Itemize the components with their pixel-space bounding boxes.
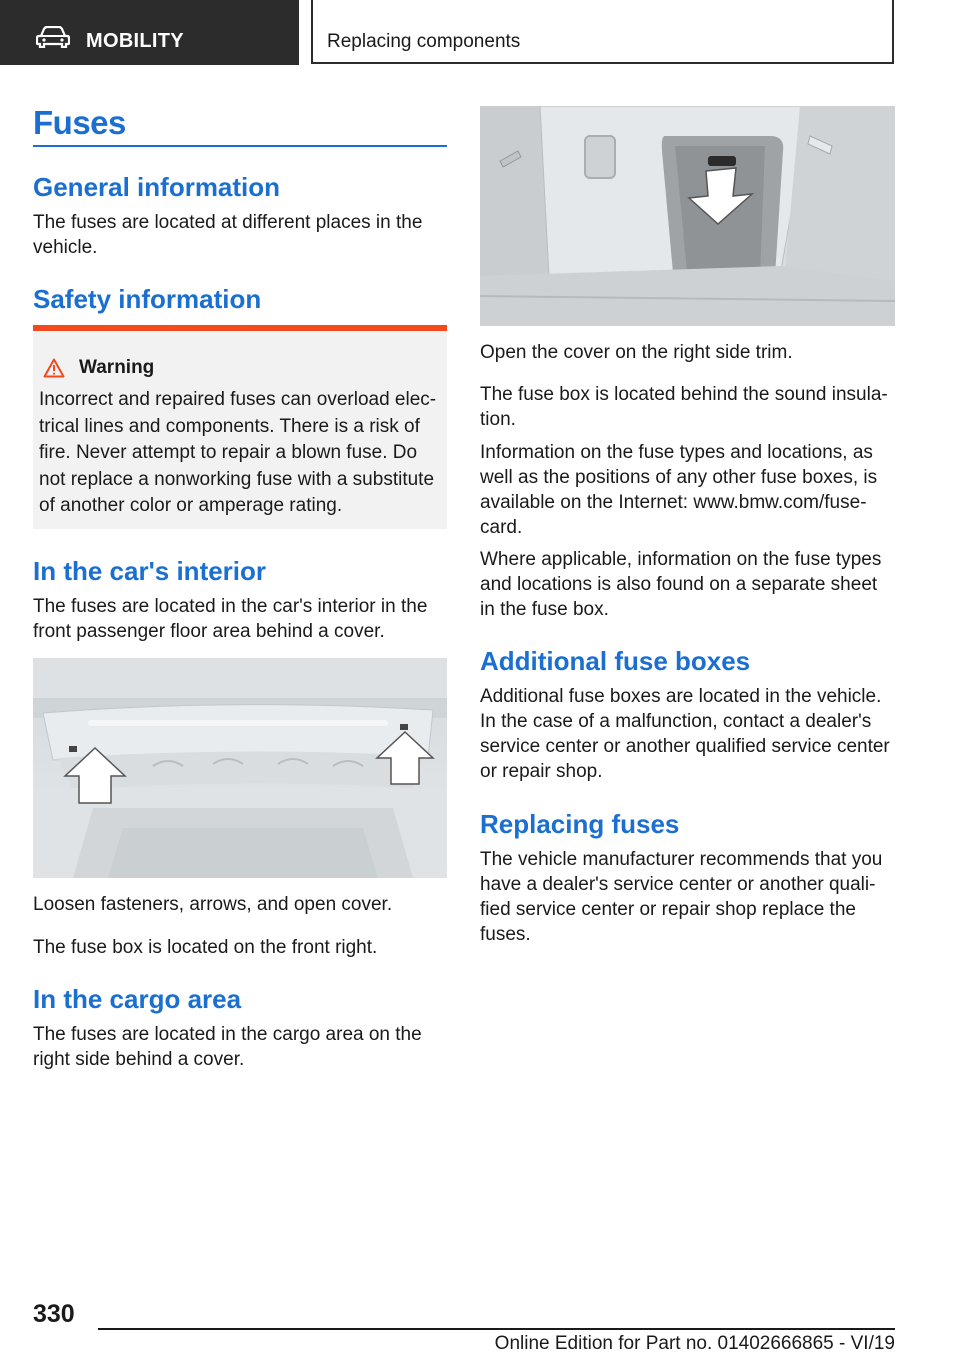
heading-safety-information: Safety information — [33, 284, 262, 314]
page-title: Fuses — [33, 104, 126, 141]
interior-caption-2: The fuse box is located on the front right. — [33, 937, 378, 958]
warning-triangle-icon — [43, 358, 65, 378]
interior-caption-1: Loosen fasteners, arrows, and open cover. — [33, 894, 393, 915]
chapter-tab — [311, 0, 894, 64]
cargo-caption-3: Information on the fuse types and locations, as well as the positions of any other fuse boxes, is available on the Internet: www.bmw.com/fuse-card. — [480, 442, 878, 538]
heading-interior: In the car's interior — [33, 556, 267, 586]
replacing-text: The vehicle manufacturer recommends that you have a dealer's service center or another quali-fied service center or repair shop replace the fuses. — [480, 849, 883, 945]
footer-rule — [98, 1328, 895, 1330]
title-rule — [33, 145, 447, 147]
section-label: MOBILITY — [86, 30, 184, 52]
cargo-caption-1: Open the cover on the right side trim. — [480, 342, 793, 363]
warning-label: Warning — [79, 357, 155, 378]
page-number: 330 — [33, 1300, 75, 1328]
footer-edition: Online Edition for Part no. 01402666865 - VI/19 — [494, 1333, 895, 1354]
heading-additional-fuse-boxes: Additional fuse boxes — [480, 646, 751, 676]
general-text: The fuses are located at different places in the vehicle. — [33, 212, 423, 258]
chapter-label: Replacing components — [327, 31, 521, 52]
heading-cargo-area: In the cargo area — [33, 984, 242, 1014]
cargo-text: The fuses are located in the cargo area on the right side behind a cover. — [33, 1024, 422, 1070]
cargo-caption-4: Where applicable, information on the fuse types and locations is also found on a separate sheet in the fuse box. — [480, 549, 882, 620]
car-icon — [36, 26, 70, 48]
warning-header — [43, 357, 154, 379]
heading-general-information: General information — [33, 172, 281, 202]
interior-text: The fuses are located in the car's interior in the front passenger floor area behind a cover. — [33, 596, 428, 642]
section-tab — [0, 0, 299, 65]
additional-text: Additional fuse boxes are located in the vehicle. In the case of a malfunction, contact a dealer's service center or another qualified service center or repair shop. — [480, 686, 890, 782]
warning-box — [33, 325, 447, 529]
heading-replacing-fuses: Replacing fuses — [480, 809, 680, 839]
cargo-fuse-cover-image — [480, 106, 895, 326]
warning-text: Incorrect and repaired fuses can overload elec-trical lines and components. There is a risk of fire. Never attempt to repair a blown fuse. Do not replace a nonworking fuse with a substitute of another color or amperage rating. — [39, 389, 437, 516]
cargo-caption-2: The fuse box is located behind the sound insula-tion. — [480, 384, 888, 430]
interior-fuse-cover-image — [33, 658, 447, 878]
